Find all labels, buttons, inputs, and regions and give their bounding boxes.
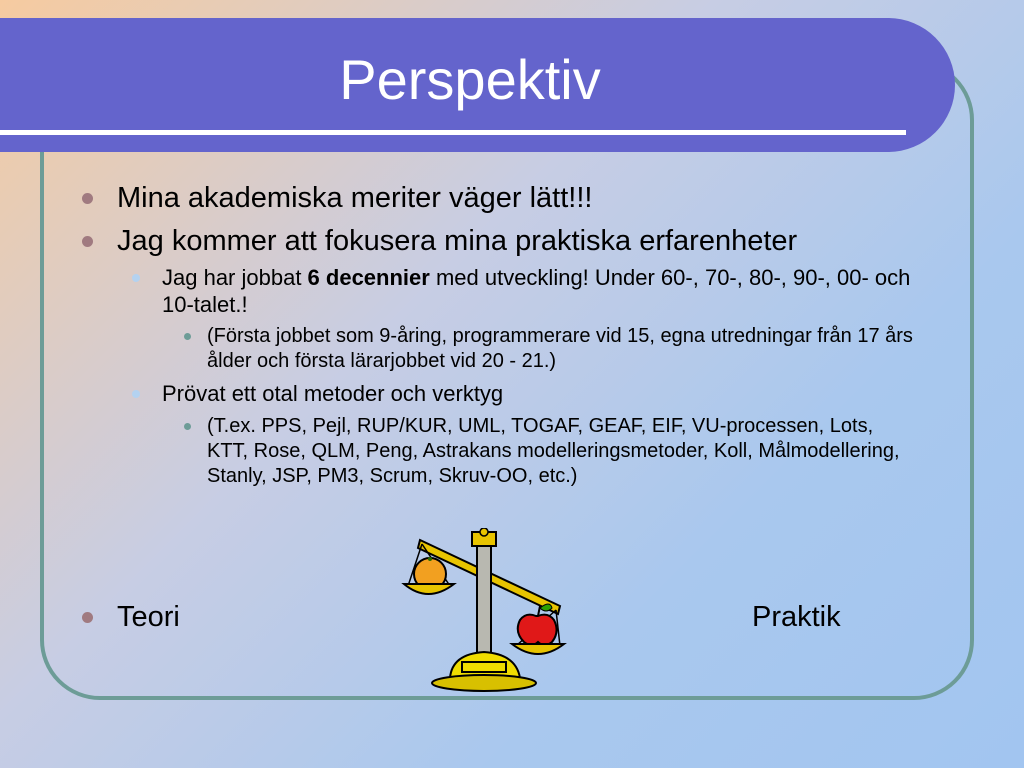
bullet-text: Jag kommer att fokusera mina praktiska erfarenheter <box>117 225 798 257</box>
bullet-text <box>162 264 932 318</box>
bullet-text: (T.ex. PPS, Pejl, RUP/KUR, UML, TOGAF, GEAF, EIF, VU-processen, Lots, KTT, Rose, QLM, Peng, Astrakans modelleringsmetoder, Koll, Målmodellering, Stanly, JSP, PM3, Scrum, Skruv-OO, etc.) <box>207 415 900 487</box>
bullet-text-part: Jag har jobbat <box>162 265 308 290</box>
bullet-text: Mina akademiska meriter väger lätt!!! <box>117 182 593 214</box>
bullet-text-part: med utveckling! Under 60-, 70-, 80-, 90-, 00- och 10-talet.! <box>162 265 911 317</box>
balance-scale-icon <box>400 528 575 698</box>
bullet-dot <box>82 612 93 623</box>
bullet-text: Teori <box>117 601 180 633</box>
bullet-dot <box>82 236 93 247</box>
bullet-text: Prövat ett otal metoder och verktyg <box>162 381 504 406</box>
slide-title: Perspektiv <box>339 48 601 111</box>
bullet-dot <box>184 423 191 430</box>
bullet-dot <box>184 333 191 340</box>
bullet-dot <box>82 193 93 204</box>
bullet-text-bold: 6 decennier <box>307 265 430 290</box>
praktik-label: Praktik <box>752 601 841 633</box>
bullet-text: (Första jobbet som 9-åring, programmerare vid 15, egna utredningar från 17 års ålder och första lärarjobbet vid 20 - 21.) <box>207 325 913 372</box>
bullet-dot <box>132 390 140 398</box>
bullet-dot <box>132 274 140 282</box>
